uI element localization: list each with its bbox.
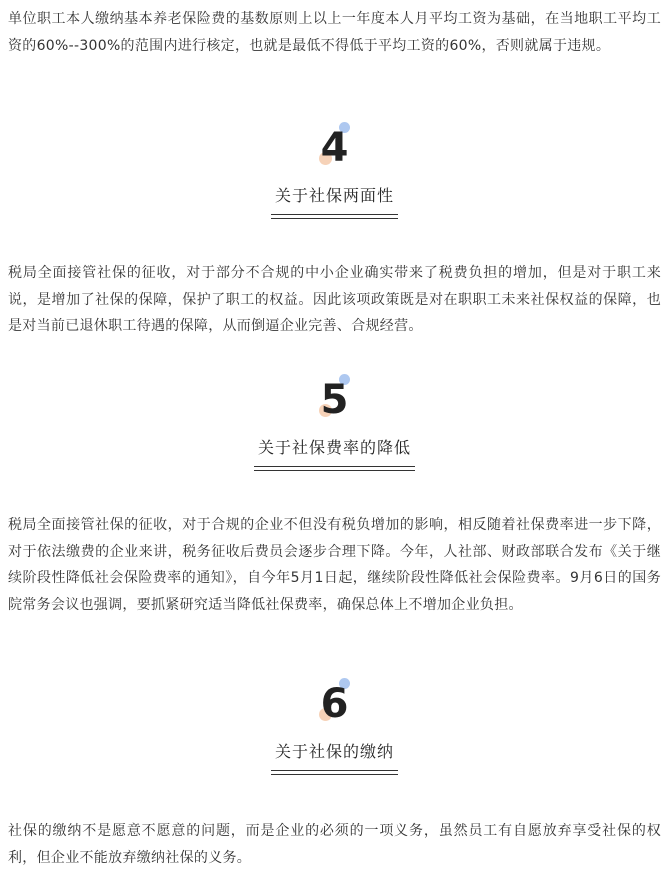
paragraph-two-sides: 税局全面接管社保的征收，对于部分不合规的中小企业确实带来了税费负担的增加，但是对于职工来说，是增加了社保的保障，保护了职工的权益。因此该项政策既是对在职职工未来社保权益的保障，也是对当前已退休职工待遇的保障，从而倒逼企业完善、合规经营。 — [8, 265, 661, 334]
section-title: 关于社保两面性 — [271, 184, 398, 215]
paragraph-base-rule: 单位职工本人缴纳基本养老保险费的基数原则上以上一年度本人月平均工资为基础，在当地职工平均工资的60%--300%的范围内进行核定，也就是最低不得低于平均工资的60%，否则就属于违规。 — [8, 11, 661, 54]
paragraph-payment-obligation: 社保的缴纳不是愿意不愿意的问题，而是企业的必须的一项义务，虽然员工有自愿放弃享受社保的权利，但企业不能放弃缴纳社保的义务。 — [8, 823, 661, 866]
section-heading-5 — [0, 374, 669, 467]
section-title: 关于社保费率的降低 — [254, 436, 415, 467]
section-number: 5 — [320, 377, 349, 423]
section-number-badge — [305, 122, 365, 178]
section-heading-4 — [0, 122, 669, 215]
section-heading-6 — [0, 678, 669, 771]
section-number-badge — [305, 374, 365, 430]
section-title: 关于社保的缴纳 — [271, 740, 398, 771]
paragraph-rate-reduction: 税局全面接管社保的征收，对于合规的企业不但没有税负增加的影响，相反随着社保费率进一步下降，对于依法缴费的企业来讲，税务征收后费员会逐步合理下降。今年，人社部、财政部联合发布《关于继续阶段性降低社会保险费率的通知》，自今年5月1日起，继续阶段性降低社会保险费率。9月6日的国务院常务会议也强调，要抓紧研究适当降低社保费率，确保总体上不增加企业负担。 — [8, 517, 661, 613]
section-number: 6 — [320, 681, 349, 727]
section-number: 4 — [320, 125, 349, 171]
section-number-badge — [305, 678, 365, 734]
